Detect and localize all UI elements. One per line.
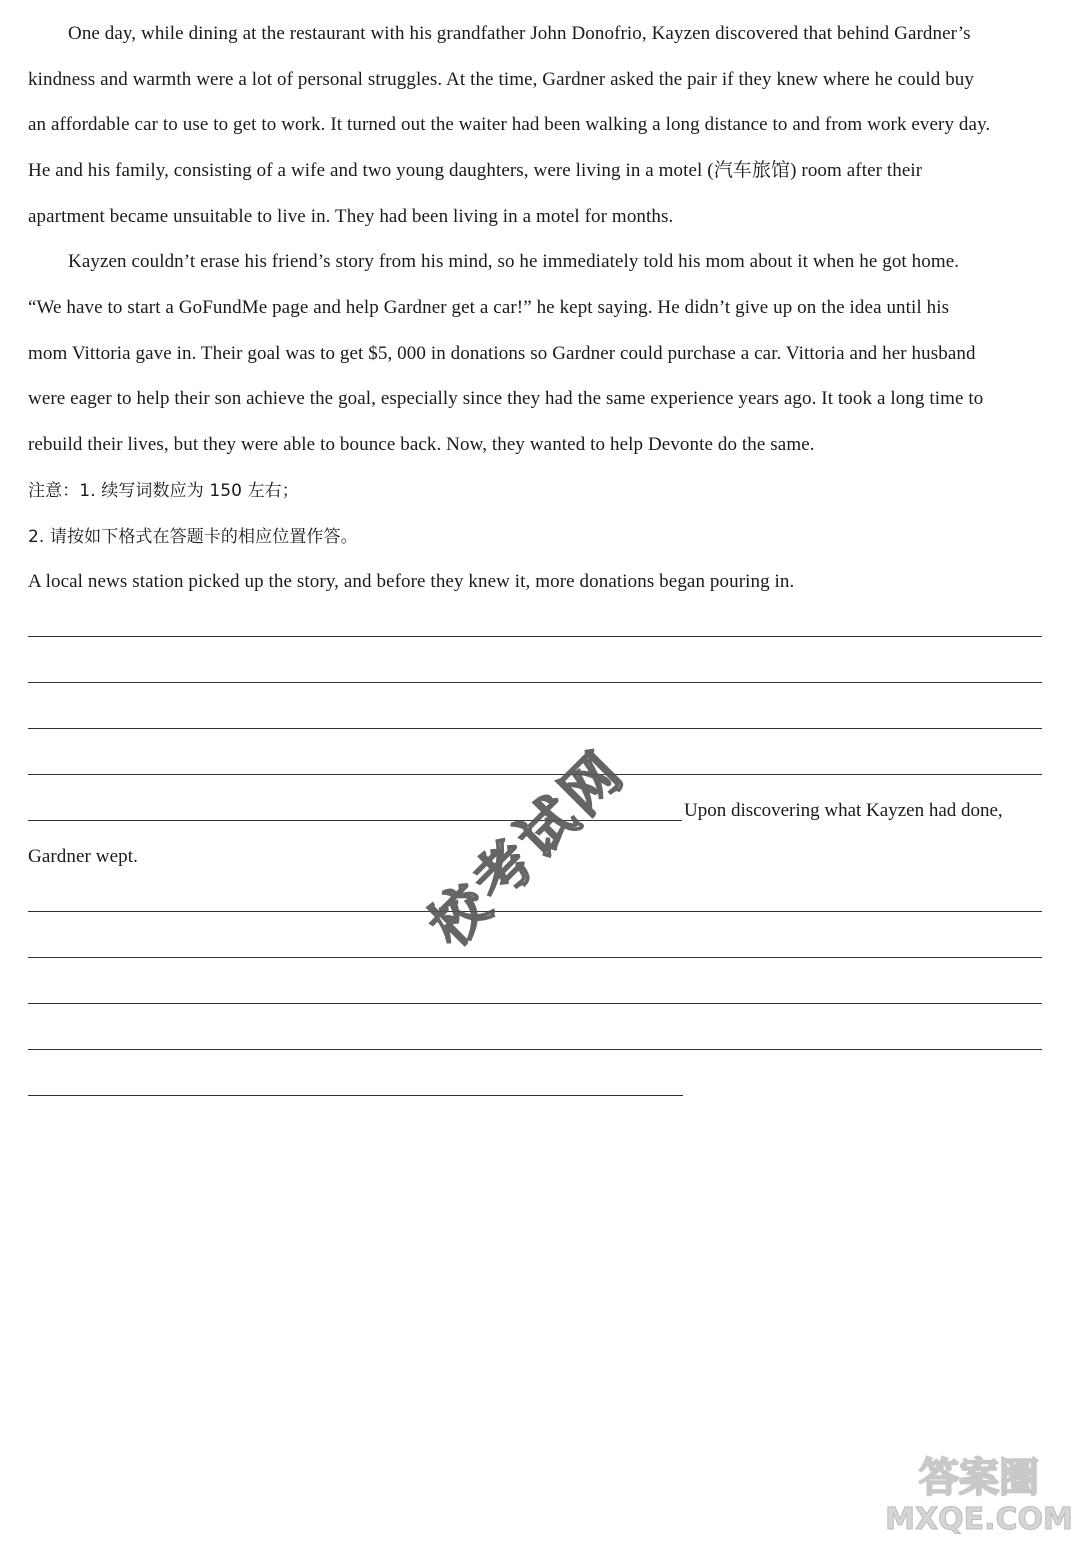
answer-line[interactable]: [28, 682, 1042, 683]
passage-p2-line-1: Kayzen couldn’t erase his friend’s story from his mind, so he immediately told his mom about it when he got home.: [68, 251, 960, 272]
passage-p2-line-2: “We have to start a GoFundMe page and help Gardner get a car!” he kept saying. He didn’t give up on the idea until his: [28, 297, 950, 318]
answer-line[interactable]: [28, 1003, 1042, 1004]
svg-text:校考试网: 校考试网: [417, 737, 639, 959]
passage-p1-line-3: an affordable car to use to get to work. It turned out the waiter had been walking a long distance to and from work every day.: [28, 114, 991, 135]
continuation-para1-start: A local news station picked up the story, and before they knew it, more donations began pouring in.: [28, 571, 795, 592]
svg-text:答案圈: 答案圈: [919, 1455, 1039, 1501]
passage-p1-line-2: kindness and warmth were a lot of personal struggles. At the time, Gardner asked the pair if they knew where he could buy: [28, 69, 974, 90]
watermark-stamp: [380, 700, 680, 1000]
passage-p2-line-4: were eager to help their son achieve the goal, especially since they had the same experience years ago. It took a long time to: [28, 388, 984, 409]
corner-watermark-logo: [884, 1445, 1074, 1537]
instruction-note-1: 注意：1. 续写词数应为 150 左右；: [28, 481, 299, 501]
answer-line[interactable]: [28, 1049, 1042, 1050]
answer-line[interactable]: [28, 636, 1042, 637]
passage-p1-line-4: He and his family, consisting of a wife and two young daughters, were living in a motel (汽车旅馆) room after their: [28, 160, 923, 181]
continuation-para2-start-cont: Gardner wept.: [28, 846, 138, 867]
instruction-note-2: 2. 请按如下格式在答题卡的相应位置作答。: [28, 527, 358, 547]
passage-p1-line-5: apartment became unsuitable to live in. They had been living in a motel for months.: [28, 206, 674, 227]
continuation-para2-start: Upon discovering what Kayzen had done,: [684, 800, 1003, 821]
answer-line[interactable]: [28, 1095, 683, 1096]
passage-p2-line-3: mom Vittoria gave in. Their goal was to get $5, 000 in donations so Gardner could purchase a car. Vittoria and her husband: [28, 343, 976, 364]
svg-text:MXQE.COM: MXQE.COM: [885, 1502, 1073, 1537]
passage-p2-line-5: rebuild their lives, but they were able to bounce back. Now, they wanted to help Devonte do the same.: [28, 434, 815, 455]
passage-p1-line-1: One day, while dining at the restaurant with his grandfather John Donofrio, Kayzen discovered that behind Gardner’s: [68, 23, 971, 44]
